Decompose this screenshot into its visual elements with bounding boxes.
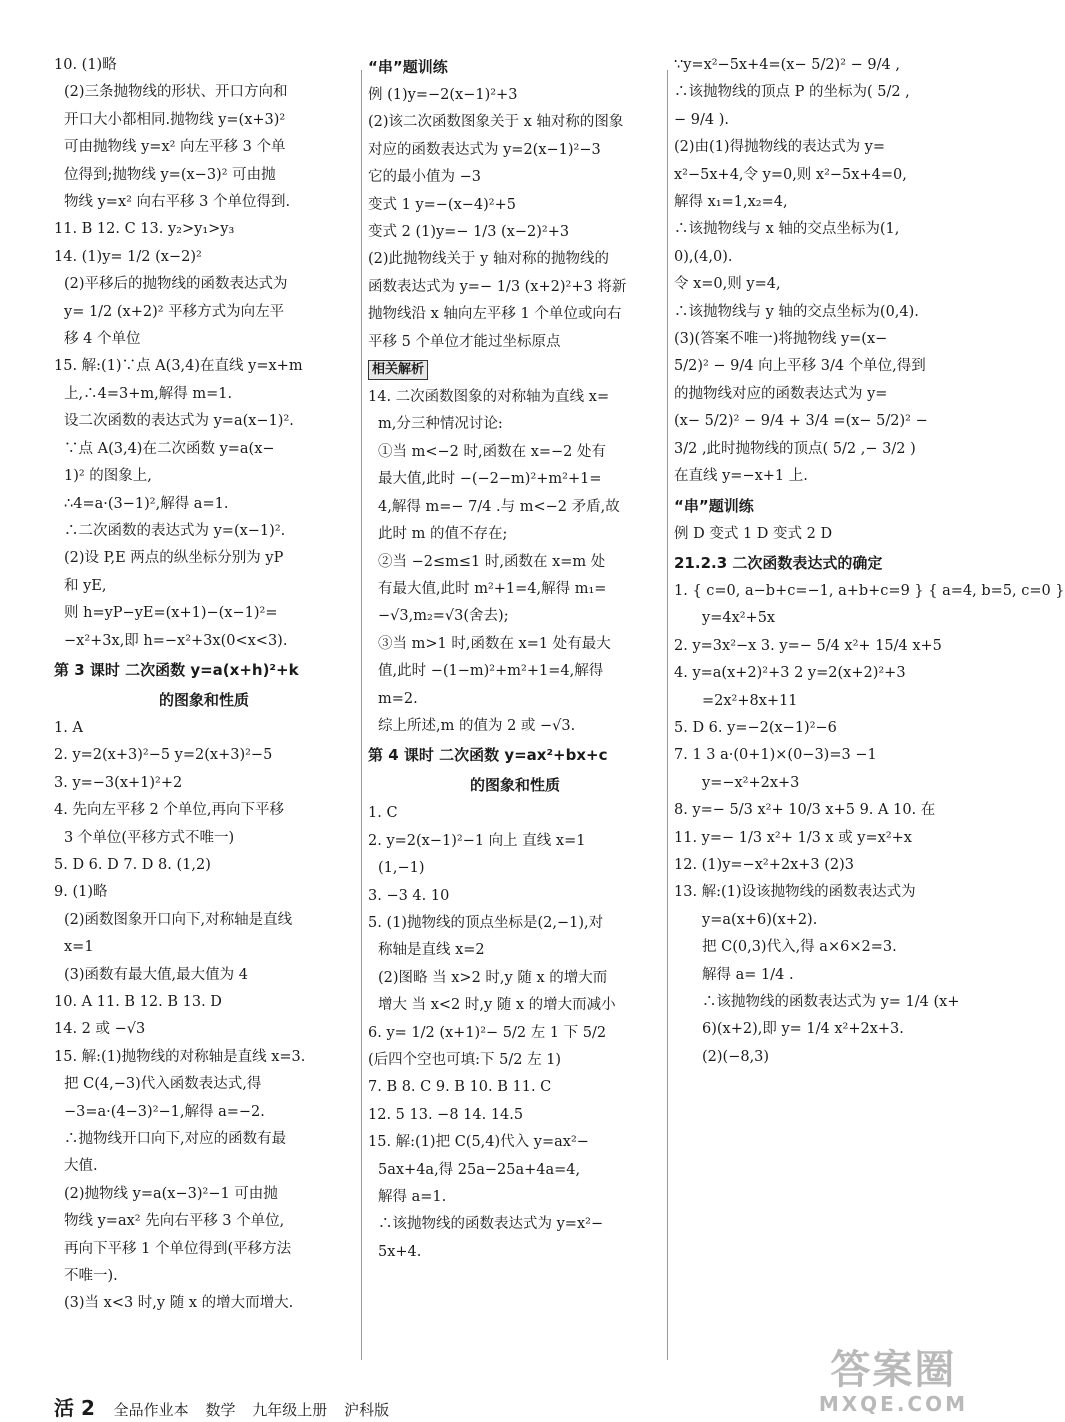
answer-line: 14. 2 或 −√3 <box>54 1021 146 1038</box>
answer-line: 7. B 8. C 9. B 10. B 11. C <box>368 1079 552 1096</box>
answer-line: 7. 1 3 a·(0+1)×(0−3)=3 −1 <box>674 747 877 764</box>
answer-line: 例 (1)y=−2(x−1)²+3 <box>368 87 518 103</box>
answer-line: 在直线 y=−x+1 上. <box>674 468 808 485</box>
answer-line: 4,解得 m=− 7/4 .与 m<−2 矛盾,故 <box>378 498 620 515</box>
answer-line: 可由抛物线 y=x² 向左平移 3 个单 <box>64 139 286 156</box>
answer-line: (3)当 x<3 时,y 随 x 的增大而增大. <box>64 1295 294 1312</box>
answer-line: 4. y=a(x+2)²+3 2 y=2(x+2)²+3 <box>674 665 906 682</box>
answer-line: (2)函数图象开口向下,对称轴是直线 <box>64 911 293 928</box>
answer-line: 此时 m 的值不存在; <box>378 526 508 543</box>
answer-line: 1. { c=0, a−b+c=−1, a+b+c=9 } { a=4, b=5, c=0 } <box>674 582 1065 599</box>
answer-line: ∴抛物线开口向下,对应的函数有最 <box>64 1131 287 1148</box>
answer-line: ∵y=x²−5x+4=(x− 5/2)² − 9/4 , <box>674 57 900 73</box>
answer-line: 14. 二次函数图象的对称轴为直线 x= <box>368 389 610 406</box>
answer-line: 函数表达式为 y=− 1/3 (x+2)²+3 将新 <box>368 278 627 295</box>
answer-line: 14. (1)y= 1/2 (x−2)² <box>54 248 202 265</box>
answer-line: (后四个空也可填:下 5/2 左 1) <box>368 1052 562 1068</box>
answer-line: 15. 解:(1)∵点 A(3,4)在直线 y=x+m <box>54 358 303 375</box>
footer-edition: 沪科版 <box>344 1401 390 1419</box>
answer-line: ∴该抛物线与 x 轴的交点坐标为(1, <box>674 221 900 238</box>
answer-line: ∴该抛物线的函数表达式为 y=x²− <box>378 1216 604 1233</box>
section-heading: 21.2.3 二次函数表达式的确定 <box>674 553 883 572</box>
answer-line: 5ax+4a,得 25a−25a+4a=4, <box>378 1161 581 1178</box>
section-heading: “串”题训练 <box>368 58 448 76</box>
answer-line: 不唯一). <box>64 1268 118 1285</box>
answer-line: 9. (1)略 <box>54 884 108 901</box>
answer-line: 解得 a=1. <box>378 1189 447 1206</box>
answer-line: 5/2)² − 9/4 向上平移 3/4 个单位,得到 <box>674 358 926 375</box>
footer-grade: 九年级上册 <box>252 1401 328 1419</box>
answer-line: 5. (1)抛物线的顶点坐标是(2,−1),对 <box>368 914 604 931</box>
answer-line: 上,∴4=3+m,解得 m=1. <box>64 385 233 402</box>
answer-column-1 <box>54 52 354 1318</box>
answer-line: ∴该抛物线与 y 轴的交点坐标为(0,4). <box>674 303 919 320</box>
answer-line: 设二次函数的表达式为 y=a(x−1)². <box>64 413 294 430</box>
answer-line: 称轴是直线 x=2 <box>378 942 485 959</box>
answer-line: 把 C(0,3)代入,得 a×6×2=3. <box>702 939 897 956</box>
answer-line: y=−x²+2x+3 <box>702 774 800 791</box>
answer-line: 5. D 6. D 7. D 8. (1,2) <box>54 856 211 873</box>
answer-line: (2)由(1)得抛物线的表达式为 y= <box>674 139 886 156</box>
answer-line: x²−5x+4,令 y=0,则 x²−5x+4=0, <box>674 166 907 183</box>
answer-line: 解得 x₁=1,x₂=4, <box>674 194 788 211</box>
answer-line: 3/2 ,此时抛物线的顶点( 5/2 ,− 3/2 ) <box>674 440 916 457</box>
answer-line: 和 yE, <box>64 577 107 594</box>
section-heading: “串”题训练 <box>674 496 754 515</box>
answer-line: 最大值,此时 −(−2−m)²+m²+1= <box>378 471 602 488</box>
answer-line: (2)该二次函数图象关于 x 轴对称的图象 <box>368 114 624 131</box>
answer-line: 4. 先向左平移 2 个单位,再向下平移 <box>54 802 284 819</box>
watermark-url: MXQE.COM <box>818 1392 968 1416</box>
footer-brand: 全品作业本 <box>113 1401 189 1419</box>
answer-line: (3)(答案不唯一)将抛物线 y=(x− <box>674 331 888 348</box>
answer-line: 则 h=yP−yE=(x+1)−(x−1)²= <box>64 605 278 622</box>
answer-line: ∴该抛物线的顶点 P 的坐标为( 5/2 , <box>674 84 910 101</box>
answer-line: 2. y=2(x+3)²−5 y=2(x+3)²−5 <box>54 747 273 764</box>
answer-line: 5x+4. <box>378 1243 422 1260</box>
footer-subject: 数学 <box>205 1401 236 1419</box>
answer-line: 令 x=0,则 y=4, <box>674 276 781 293</box>
answer-line: (2)三条抛物线的形状、开口方向和 <box>64 84 288 101</box>
answer-line: 10. (1)略 <box>54 57 117 73</box>
answer-line: (x− 5/2)² − 9/4 + 3/4 =(x− 5/2)² − <box>674 413 928 430</box>
answer-line: 3. −3 4. 10 <box>368 887 450 904</box>
answer-line: 移 4 个单位 <box>64 331 141 348</box>
answer-line: −3=a·(4−3)²−1,解得 a=−2. <box>64 1103 265 1120</box>
answer-line: 例 D 变式 1 D 变式 2 D <box>674 525 833 542</box>
watermark <box>819 1348 968 1416</box>
section-tag-label: 相关解析 <box>368 360 428 380</box>
answer-line: 12. (1)y=−x²+2x+3 (2)3 <box>674 856 854 873</box>
answer-line: ③当 m>1 时,函数在 x=1 处有最大 <box>378 635 611 652</box>
page-footer <box>54 1392 401 1421</box>
answer-line: 的抛物线对应的函数表达式为 y= <box>674 385 888 402</box>
answer-line: x=1 <box>64 939 94 956</box>
answer-line: 变式 1 y=−(x−4)²+5 <box>368 196 516 213</box>
answer-line: (2)抛物线 y=a(x−3)²−1 可由抛 <box>64 1185 278 1202</box>
answer-line: m=2. <box>378 690 418 707</box>
answer-line: 11. y=− 1/3 x²+ 1/3 x 或 y=x²+x <box>674 829 912 846</box>
answer-line: 1. C <box>368 805 398 822</box>
answer-line: − 9/4 ). <box>674 111 729 128</box>
answer-line: 2. y=2(x−1)²−1 向上 直线 x=1 <box>368 832 586 849</box>
answer-line: 值,此时 −(1−m)²+m²+1=4,解得 <box>378 663 604 680</box>
answer-line: ∵点 A(3,4)在二次函数 y=a(x− <box>64 440 275 457</box>
answer-line: ①当 m<−2 时,函数在 x=−2 处有 <box>378 443 607 460</box>
answer-column-2 <box>368 52 662 1266</box>
answer-line: m,分三种情况讨论: <box>378 416 503 433</box>
answer-line: 1. A <box>54 719 83 736</box>
answer-line: 6. y= 1/2 (x+1)²− 5/2 左 1 下 5/2 <box>368 1024 607 1041</box>
answer-line: 抛物线沿 x 轴向左平移 1 个单位或向右 <box>368 306 622 323</box>
answer-line: 3 个单位(平移方式不唯一) <box>64 829 235 846</box>
answer-line: 12. 5 13. −8 14. 14.5 <box>368 1106 524 1123</box>
answer-line: (2)(−8,3) <box>702 1048 770 1065</box>
answer-line: (1,−1) <box>378 860 425 877</box>
column-divider-2 <box>667 70 668 1360</box>
answer-line: 1)² 的图象上, <box>64 468 152 485</box>
answer-line: =2x²+8x+11 <box>702 692 798 709</box>
answer-line: −√3,m₂=√3(舍去); <box>378 608 509 625</box>
answer-line: (2)图略 当 x>2 时,y 随 x 的增大而 <box>378 969 608 986</box>
answer-line: 15. 解:(1)把 C(5,4)代入 y=ax²− <box>368 1134 589 1151</box>
section-tag <box>368 356 662 384</box>
answer-line: 3. y=−3(x+1)²+2 <box>54 774 183 791</box>
answer-line: 5. D 6. y=−2(x−1)²−6 <box>674 719 837 736</box>
answer-line: ②当 −2≤m≤1 时,函数在 x=m 处 <box>378 553 606 570</box>
answer-line: 它的最小值为 −3 <box>368 169 481 186</box>
answer-line: 6)(x+2),即 y= 1/4 x²+2x+3. <box>702 1021 904 1038</box>
answer-line: 平移 5 个单位才能过坐标原点 <box>368 333 561 350</box>
answer-column-3 <box>674 52 1065 1071</box>
answer-line: 综上所述,m 的值为 2 或 −√3. <box>378 717 576 734</box>
answer-line: 再向下平移 1 个单位得到(平移方法 <box>64 1240 292 1257</box>
answer-line: ∴4=a·(3−1)²,解得 a=1. <box>64 495 229 512</box>
answer-line: 8. y=− 5/3 x²+ 10/3 x+5 9. A 10. 在 <box>674 802 936 819</box>
answer-line: y=a(x+6)(x+2). <box>702 911 818 928</box>
answer-line: 11. B 12. C 13. y₂>y₁>y₃ <box>54 221 235 238</box>
answer-line: 15. 解:(1)抛物线的对称轴是直线 x=3. <box>54 1048 306 1065</box>
section-heading: 的图象和性质 <box>158 690 249 709</box>
answer-line: 对应的函数表达式为 y=2(x−1)²−3 <box>368 141 601 158</box>
answer-line: 0),(4,0). <box>674 248 733 265</box>
answer-line: 有最大值,此时 m²+1=4,解得 m₁= <box>378 580 607 597</box>
page-number-logo: 活 2 <box>54 1396 95 1420</box>
answer-line: y= 1/2 (x+2)² 平移方式为向左平 <box>64 303 285 320</box>
answer-line: −x²+3x,即 h=−x²+3x(0<x<3). <box>64 632 288 649</box>
section-heading: 第 3 课时 二次函数 y=a(x+h)²+k <box>54 660 299 679</box>
answer-line: (2)平移后的抛物线的函数表达式为 <box>64 276 288 293</box>
answer-line: 大值. <box>64 1158 98 1175</box>
column-divider-1 <box>361 70 362 1360</box>
answer-line: 物线 y=x² 向右平移 3 个单位得到. <box>64 194 291 211</box>
answer-line: 开口大小都相同.抛物线 y=(x+3)² <box>64 111 286 128</box>
answer-line: 解得 a= 1/4 . <box>702 966 794 983</box>
answer-line: 13. 解:(1)设该抛物线的函数表达式为 <box>674 884 916 901</box>
answer-line: y=4x²+5x <box>702 610 776 627</box>
answer-line: ∴二次函数的表达式为 y=(x−1)². <box>64 522 286 539</box>
watermark-logo: 答案圈 <box>830 1347 957 1393</box>
answer-line: 变式 2 (1)y=− 1/3 (x−2)²+3 <box>368 224 570 241</box>
answer-line: 物线 y=ax² 先向右平移 3 个单位, <box>64 1213 285 1230</box>
section-heading: 第 4 课时 二次函数 y=ax²+bx+c <box>368 746 608 765</box>
answer-line: (3)函数有最大值,最大值为 4 <box>64 966 248 983</box>
section-heading: 的图象和性质 <box>469 776 560 795</box>
answer-line: 2. y=3x²−x 3. y=− 5/4 x²+ 15/4 x+5 <box>674 637 942 654</box>
answer-line: 增大 当 x<2 时,y 随 x 的增大而减小 <box>378 997 616 1014</box>
answer-line: (2)此抛物线关于 y 轴对称的抛物线的 <box>368 251 609 268</box>
answer-line: ∴该抛物线的函数表达式为 y= 1/4 (x+ <box>702 994 960 1010</box>
answer-line: (2)设 P,E 两点的纵坐标分别为 yP <box>64 550 284 567</box>
answer-line: 把 C(4,−3)代入函数表达式,得 <box>64 1076 262 1093</box>
answer-line: 10. A 11. B 12. B 13. D <box>54 994 222 1010</box>
answer-line: 位得到;抛物线 y=(x−3)² 可由抛 <box>64 166 276 183</box>
